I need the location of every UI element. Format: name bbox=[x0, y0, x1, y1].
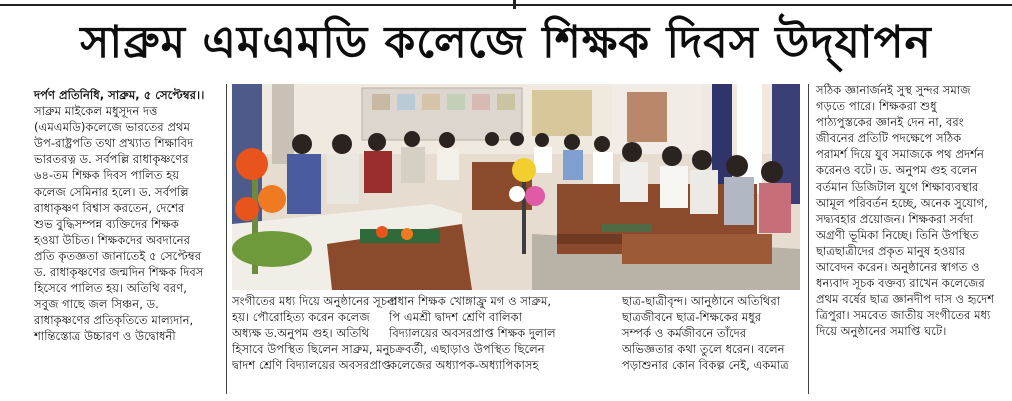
article-column-right bbox=[816, 82, 998, 340]
article-bottom-col-1 bbox=[232, 293, 398, 373]
classroom-photo-illustration bbox=[232, 84, 800, 290]
text-line: দিয়ে অনুষ্ঠানের সমাপ্তি ঘটে। bbox=[816, 324, 947, 339]
text-line: প্রধান শিক্ষক খোঙ্গাফ্রু মগ ও সাব্রুম, bbox=[389, 294, 552, 308]
text-line: প্রতি কৃতজ্ঞতা জানাতেই ৫ সেপ্টেম্বর bbox=[34, 248, 202, 263]
text-line: হওয়া উচিত। শিক্ষকদের অবদানের bbox=[34, 232, 191, 247]
text-line: ভারতরত্ন ড. সর্বপল্লি রাধাকৃষ্ণণের bbox=[34, 152, 189, 167]
text-line: অধ্যক্ষ ড.অনুপম গুহ। অতিথি bbox=[232, 326, 370, 341]
text-line: রাধাকৃষ্ণণ বিশ্বাস করতেন, দেশের bbox=[34, 200, 185, 215]
text-line: সম্পর্ক ও কর্মজীবনে তাঁদের bbox=[622, 326, 747, 341]
text-line: হিসেবে পালিত হয়। অতিথি বরণ, bbox=[34, 281, 187, 296]
article-column-left bbox=[34, 87, 224, 345]
headline: সাব্রুম এমএমডি কলেজে শিক্ষক দিবস উদ্‌যাপন bbox=[80, 17, 932, 68]
text-line: জীবনের প্রতিটি পদক্ষেপে সঠিক bbox=[816, 131, 962, 146]
text-line: সবুজ গাছে জল সিঞ্চন, ড. bbox=[34, 297, 159, 312]
text-line: গড়তে পারে। শিক্ষকরা শুধু bbox=[816, 99, 937, 114]
text-line: সাব্রুম মাইকেল মধুসূদন দত্ত bbox=[34, 104, 158, 119]
text-line: আবেদন করেন। অনুষ্ঠানের স্বাগত ও bbox=[816, 260, 980, 275]
text-line: রাধাকৃষ্ণণের প্রতিকৃতিতে মাল্যদান, bbox=[34, 313, 194, 328]
text-line: চক্রবর্তী, এছাড়াও উপস্থিত ছিলেন bbox=[389, 342, 545, 357]
text-line: কলেজ সেমিনার হলে। ড. সর্বপল্লি bbox=[34, 184, 189, 199]
text-line: পাঠ্যপুস্তকের জ্ঞানই দেন না, বরং bbox=[816, 115, 964, 130]
text-line: ত্রিপুরা। সমবেত জাতীয় সংগীতের মধ্য bbox=[816, 308, 991, 323]
text-line: হিসাবে উপস্থিত ছিলেন সাব্রুম, মনু bbox=[232, 342, 390, 357]
text-line: বিদ্যালয়ের অবসরপ্রাপ্ত শিক্ষক দুলাল bbox=[389, 326, 556, 341]
text-line: উপ-রাষ্ট্রপতি তথা প্রখ্যাত শিক্ষাবিদ bbox=[34, 136, 194, 151]
text-line: হয়। পৌরোহিত্য করেন কলেজ bbox=[232, 310, 370, 325]
text-line: ছাত্রছাত্রীদের প্রকৃত মানুষ হওয়ার bbox=[816, 243, 966, 258]
top-rule bbox=[0, 4, 1012, 6]
text-line: আমূল পরিবর্তন হচ্ছে, অনেক সুযোগ, bbox=[816, 195, 988, 210]
text-line: পি এমশ্রী দ্বাদশ শ্রেণি বালিকা bbox=[389, 310, 523, 325]
text-line: শান্তিস্তোত্র উচ্চারণ ও উদ্বোধনী bbox=[34, 329, 176, 344]
text-line: বর্তমান ডিজিটাল যুগে শিক্ষাব্যবস্থার bbox=[816, 179, 979, 194]
column-divider bbox=[808, 84, 809, 394]
text-line: প্রথম বর্ষের ছাত্র জ্ঞানদীপ দাস ও হৃদেশ bbox=[816, 292, 995, 307]
article-bottom-col-3 bbox=[622, 293, 807, 373]
text-line: পড়াশুনার কোন বিকল্প নেই, একমাত্র bbox=[622, 358, 789, 373]
text-line: পরামর্শ দিয়ে যুব সমাজকে পথ প্রদর্শন bbox=[816, 147, 984, 162]
text-line: দর্পণ প্রতিনিধি, সাব্রুম, ৫ সেপ্টেম্বর।। bbox=[34, 88, 205, 102]
text-line: ৬৪-তম শিক্ষক দিবস পালিত হয় bbox=[34, 168, 180, 183]
text-line: সদ্ব্যবহার প্রয়োজন। শিক্ষকরা সর্বদা bbox=[816, 211, 974, 226]
text-line: ড. রাধাকৃষ্ণণের জন্মদিন শিক্ষক দিবস bbox=[34, 265, 204, 280]
classroom-photo bbox=[232, 84, 800, 290]
text-line: (এমএমডি)কলেজে ভারতের প্রথম bbox=[34, 120, 190, 135]
column-divider bbox=[226, 84, 227, 394]
text-line: ছাত্রজীবনে ছাত্র-শিক্ষকের মধুর bbox=[622, 310, 762, 325]
text-line: ছাত্র-ছাত্রীবৃন্দ। আনুষ্ঠানে অতিথিরা bbox=[622, 294, 781, 308]
text-line: দ্বাদশ শ্রেণি বিদ্যালয়ের অবসরপ্রাপ্ত bbox=[232, 358, 391, 373]
text-line: শুভ বুদ্ধিসম্পন্ন ব্যক্তিদের শিক্ষক bbox=[34, 216, 179, 231]
text-line: কলেজের অধ্যাপক-অধ্যাপিকাসহ bbox=[389, 358, 539, 373]
text-line: ধন্যবাদ সূচক বক্তব্য রাখেন কলেজের bbox=[816, 276, 985, 291]
text-line: সংগীতের মধ্য দিয়ে অনুষ্ঠানের সূচনা bbox=[232, 294, 398, 308]
text-line: সঠিক জ্ঞানার্জনই সুস্থ সুন্দর সমাজ bbox=[816, 83, 971, 97]
top-rule-tick bbox=[513, 0, 516, 9]
text-line: অগ্রণী ভূমিকা নিচ্ছে। তিনি উপস্থিত bbox=[816, 227, 979, 242]
text-line: করেনও বটে। ড. অনুপম গুহ বলেন bbox=[816, 163, 978, 178]
article-bottom-col-2 bbox=[389, 293, 556, 373]
text-line: অভিজ্ঞতার কথা তুলে ধরেন। বলেন bbox=[622, 342, 785, 357]
